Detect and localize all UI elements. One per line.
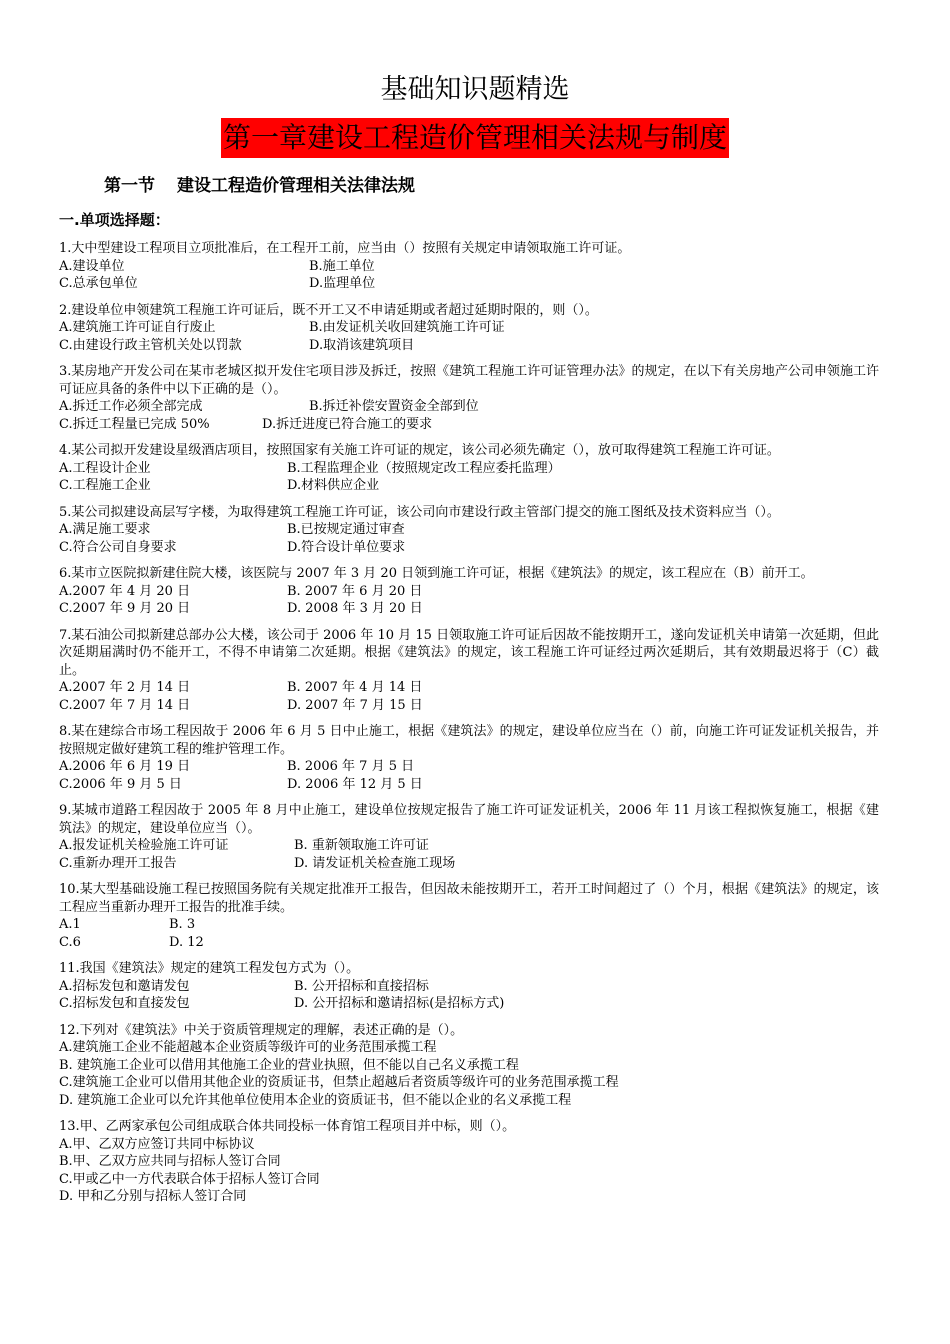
option-c: C.招标发包和直接发包 — [59, 996, 190, 1011]
option-d: D.符合设计单位要求 — [287, 539, 406, 555]
option-c: C.拆迁工程量已完成 50% — [59, 416, 210, 432]
option-c: C.6 — [59, 934, 81, 950]
option-c: C.工程施工企业 — [59, 478, 151, 493]
option-a: A.甲、乙双方应签订共同中标协议 — [59, 1136, 255, 1152]
option-a: A.建筑施工许可证自行废止 — [59, 320, 216, 335]
question-item — [59, 960, 879, 1013]
question-stem: 3.某房地产开发公司在某市老城区拟开发住宅项目涉及拆迁，按照《建筑工程施工许可证管理办法》的规定，在以下有关房地产公司申领施工许可证应具备的条件中以下正确的是（）。 — [59, 364, 879, 397]
question-item — [59, 1118, 879, 1206]
question-stem: 13.甲、乙两家承包公司组成联合体共同投标一体育馆工程项目并中标，则（）。 — [59, 1119, 516, 1134]
question-item — [59, 723, 879, 793]
option-b: B. 重新领取施工许可证 — [294, 838, 429, 853]
option-c: C.2006 年 9 月 5 日 — [59, 776, 182, 792]
option-a: A.拆迁工作必须全部完成 — [59, 399, 203, 414]
option-a: A.满足施工要求 — [59, 522, 151, 537]
option-a: A.招标发包和邀请发包 — [59, 978, 190, 994]
option-b: B.甲、乙双方应共同与招标人签订合同 — [59, 1154, 281, 1169]
option-b: B.施工单位 — [309, 258, 375, 274]
chapter-heading-wrap — [0, 118, 950, 158]
option-a: A.2006 年 6 月 19 日 — [59, 759, 191, 774]
question-item — [59, 504, 879, 557]
option-b: B.拆迁补偿安置资金全部到位 — [309, 399, 479, 414]
option-d: D.监理单位 — [309, 276, 376, 291]
question-stem: 11.我国《建筑法》规定的建筑工程发包方式为（）。 — [59, 961, 360, 976]
option-a: A.工程设计企业 — [59, 460, 151, 476]
option-a: A.1 — [59, 917, 81, 932]
option-c: C.甲或乙中一方代表联合体于招标人签订合同 — [59, 1171, 320, 1187]
option-d: D.拆迁进度已符合施工的要求 — [262, 416, 433, 432]
question-item — [59, 1022, 879, 1110]
option-d: D. 2006 年 12 月 5 日 — [287, 776, 423, 792]
option-c: C.重新办理开工报告 — [59, 855, 177, 871]
option-d: D. 12 — [169, 934, 204, 950]
question-stem: 12.下列对《建筑法》中关于资质管理规定的理解，表述正确的是（）。 — [59, 1022, 464, 1038]
question-type-heading: 一.单项选择题： — [59, 211, 170, 229]
question-item — [59, 627, 879, 715]
question-list — [59, 240, 879, 1215]
document-title: 基础知识题精选 — [380, 74, 570, 105]
question-stem: 8.某在建综合市场工程因故于 2006 年 6 月 5 日中止施工，根据《建筑法》的规定，建设单位应当在（）前，向施工许可证发证机关报告，并按照规定做好建筑工程的维护管理工作。 — [59, 724, 879, 757]
option-b: B.已按规定通过审查 — [287, 522, 405, 537]
question-item — [59, 802, 879, 872]
option-d: D. 甲和乙分别与招标人签订合同 — [59, 1189, 247, 1204]
section-number: 第一节 — [104, 176, 155, 196]
question-item — [59, 240, 879, 293]
option-d: D. 2007 年 7 月 15 日 — [287, 697, 423, 713]
question-item — [59, 442, 879, 495]
option-b: B. 2007 年 4 月 14 日 — [287, 680, 423, 695]
option-c: C.符合公司自身要求 — [59, 539, 177, 555]
question-item — [59, 881, 879, 951]
question-stem: 9.某城市道路工程因故于 2005 年 8 月中止施工，建设单位按规定报告了施工许可证发证机关，2006 年 11 月该工程拟恢复施工，根据《建筑法》的规定，建设单位应当（）。 — [59, 803, 879, 836]
chapter-title: 第一章建设工程造价管理相关法规与制度 — [221, 118, 729, 158]
option-c: C.总承包单位 — [59, 276, 138, 291]
option-a: A.2007 年 4 月 20 日 — [59, 583, 191, 599]
question-stem: 2.建设单位申领建筑工程施工许可证后，既不开工又不申请延期或者超过延期时限的，则（）。 — [59, 302, 598, 318]
option-a: A.建筑施工企业不能超越本企业资质等级许可的业务范围承揽工程 — [59, 1040, 437, 1055]
option-c: C.2007 年 7 月 14 日 — [59, 697, 191, 713]
question-stem: 6.某市立医院拟新建住院大楼，该医院与 2007 年 3 月 20 日领到施工许可证，根据《建筑法》的规定，该工程应在（B）前开工。 — [59, 566, 814, 581]
option-b: B. 2007 年 6 月 20 日 — [287, 583, 423, 599]
question-stem: 7.某石油公司拟新建总部办公大楼，该公司于 2006 年 10 月 15 日领取施工许可证后因故不能按期开工，遂向发证机关申请第一次延期，但此次延期届满时仍不能开工，不得不申请第二次延期。根据《建筑法》的规定，该工程施工许可证经过两次延期后，其有效期最迟将于（C）截止。 — [59, 627, 879, 678]
option-a: A.报发证机关检验施工许可证 — [59, 838, 229, 853]
question-item — [59, 363, 879, 433]
option-d: D. 请发证机关检查施工现场 — [294, 855, 456, 871]
option-d: D.材料供应企业 — [287, 478, 380, 493]
question-item — [59, 565, 879, 618]
option-b: B.工程监理企业（按照规定改工程应委托监理） — [287, 460, 561, 476]
option-c: C.建筑施工企业可以借用其他企业的资质证书，但禁止超越后者资质等级许可的业务范围承揽工程 — [59, 1075, 619, 1090]
section-heading — [104, 173, 415, 199]
option-d: D. 建筑施工企业可以允许其他单位使用本企业的资质证书，但不能以企业的名义承揽工程 — [59, 1092, 572, 1108]
option-b: B.由发证机关收回建筑施工许可证 — [309, 320, 505, 335]
section-title: 建设工程造价管理相关法律法规 — [177, 176, 415, 196]
question-stem: 1.大中型建设工程项目立项批准后，在工程开工前，应当由（）按照有关规定申请领取施工许可证。 — [59, 241, 631, 256]
option-a: A.建设单位 — [59, 258, 125, 274]
option-b: B. 建筑施工企业可以借用其他施工企业的营业执照，但不能以自己名义承揽工程 — [59, 1057, 519, 1073]
question-stem: 10.某大型基础设施工程已按照国务院有关规定批准开工报告，但因故未能按期开工，若开工时间超过了（）个月，根据《建筑法》的规定，该工程应当重新办理开工报告的批准手续。 — [59, 882, 879, 915]
option-c: C.由建设行政主管机关处以罚款 — [59, 337, 242, 353]
option-b: B. 3 — [169, 917, 196, 932]
question-item — [59, 302, 879, 355]
option-c: C.2007 年 9 月 20 日 — [59, 601, 191, 616]
option-d: D. 2008 年 3 月 20 日 — [287, 601, 423, 616]
question-stem: 4.某公司拟开发建设星级酒店项目，按照国家有关施工许可证的规定，该公司必须先确定（），放可取得建筑工程施工许可证。 — [59, 443, 780, 458]
question-stem: 5.某公司拟建设高层写字楼，为取得建筑工程施工许可证，该公司向市建设行政主管部门提交的施工图纸及技术资料应当（）。 — [59, 504, 780, 520]
option-a: A.2007 年 2 月 14 日 — [59, 680, 191, 695]
option-b: B. 2006 年 7 月 5 日 — [287, 759, 415, 774]
option-b: B. 公开招标和直接招标 — [294, 978, 429, 994]
option-d: D. 公开招标和邀请招标(是招标方式) — [294, 996, 505, 1011]
option-d: D.取消该建筑项目 — [309, 337, 415, 353]
